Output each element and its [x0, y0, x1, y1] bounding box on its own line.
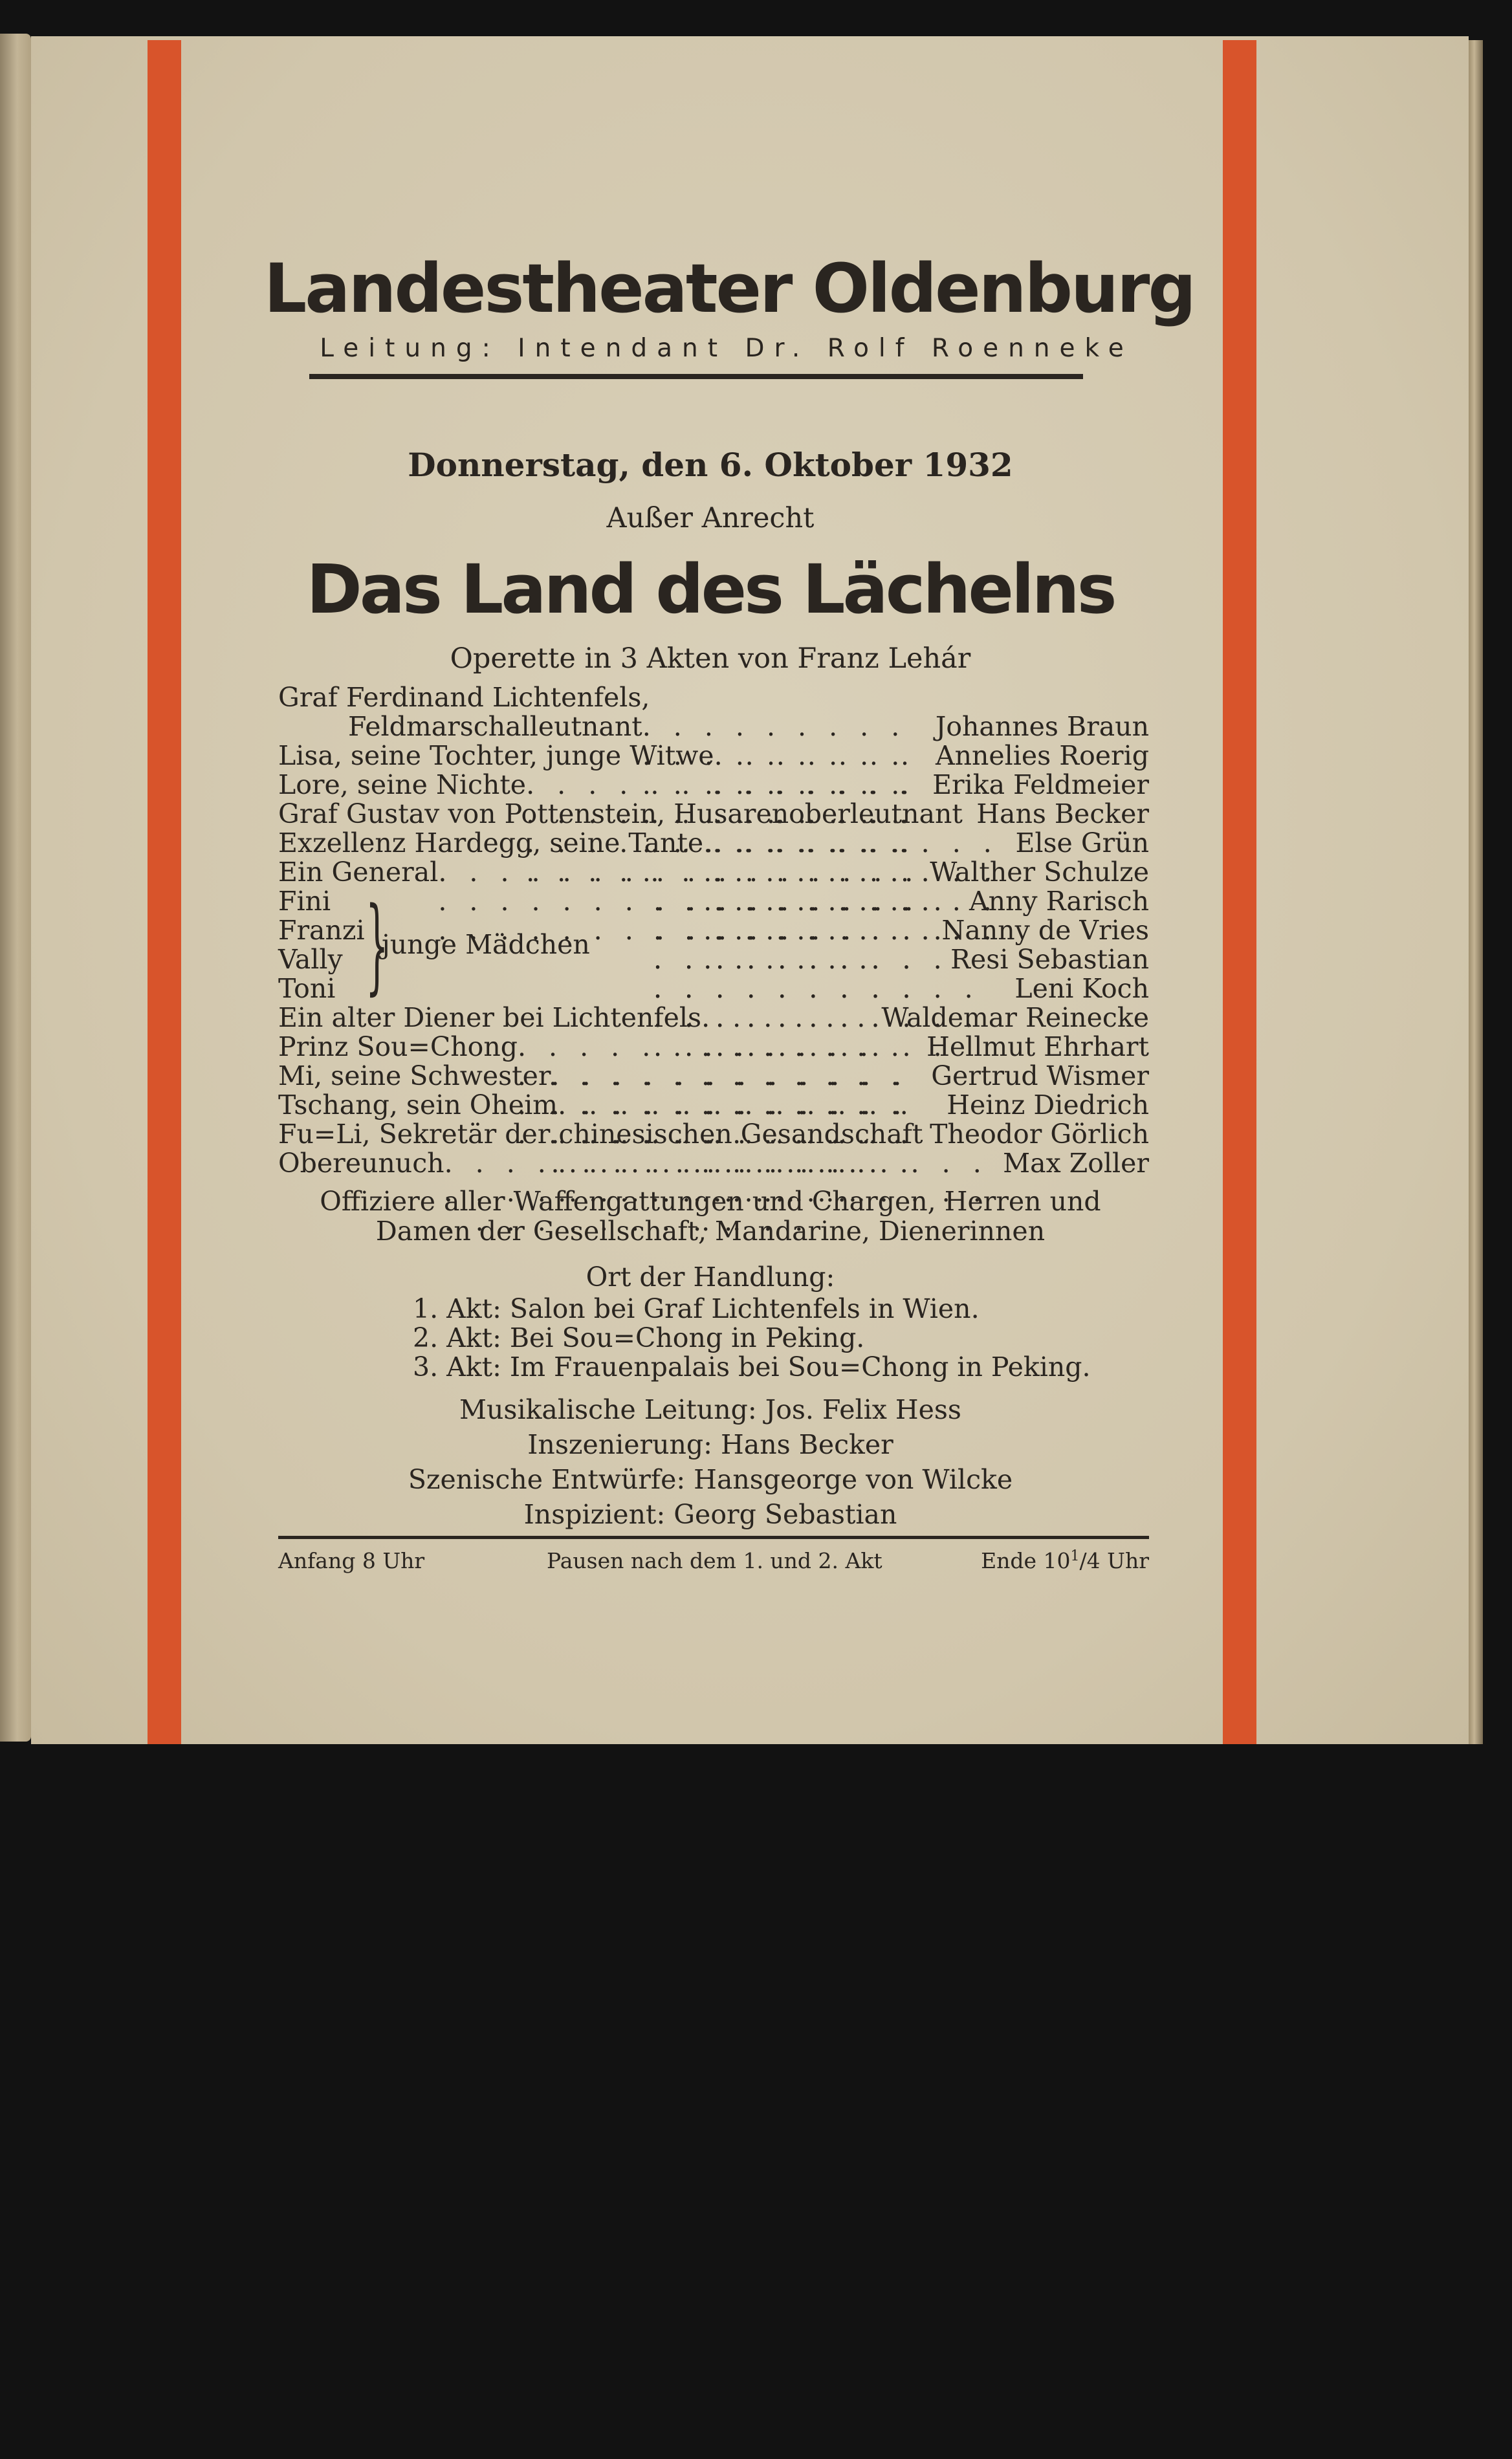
act-line: 3. Akt: Im Frauenpalais bei Sou=Chong in Peking.: [413, 1351, 1091, 1383]
cast-role: Prinz Sou=Chong: [278, 1031, 518, 1062]
cast-row: [278, 1062, 1149, 1091]
cast-actor: Theodor Görlich: [930, 1119, 1149, 1150]
play-subtitle: Operette in 3 Akten von Franz Lehár: [450, 642, 971, 675]
cast-role: Fini: [278, 886, 331, 917]
end-time-rest: /4 Uhr: [1079, 1548, 1149, 1573]
end-time: [981, 1545, 1149, 1577]
footer-rule: [278, 1536, 1149, 1539]
cast-row: [278, 683, 1149, 712]
credit-line: Inspizient: Georg Sebastian: [523, 1499, 897, 1530]
cast-row: [278, 770, 1149, 800]
subscription-note: Außer Anrecht: [606, 502, 815, 534]
credit-line: Inszenierung: Hans Becker: [527, 1429, 893, 1460]
cast-role: Vally: [278, 944, 343, 975]
cast-actor: Hellmut Ehrhart: [926, 1031, 1149, 1062]
cast-role: Obereunuch: [278, 1148, 444, 1179]
cast-actor: Annelies Roerig: [935, 740, 1149, 771]
production-credits: [225, 1392, 1196, 1532]
performance-date: Donnerstag, den 6. Oktober 1932: [408, 446, 1013, 484]
cast-role: Graf Gustav von Pottenstein, Husarenoberleutnant: [278, 798, 963, 829]
cast-role: Lore, seine Nichte: [278, 769, 527, 800]
cast-role: Tschang, sein Oheim: [278, 1089, 558, 1120]
act-line: 1. Akt: Salon bei Graf Lichtenfels in Wien.: [413, 1293, 980, 1324]
cast-actor: Waldemar Reinecke: [881, 1002, 1149, 1033]
young-girls-group: [278, 884, 1149, 1005]
group-label: junge Mädchen: [382, 929, 590, 960]
pause-info: Pausen nach dem 1. und 2. Akt: [547, 1548, 882, 1573]
credit-line: Szenische Entwürfe: Hansgeorge von Wilcke: [408, 1464, 1013, 1495]
cast-list: [278, 683, 1149, 1178]
start-time: Anfang 8 Uhr: [278, 1548, 425, 1573]
dot-leader: [653, 974, 1008, 1062]
cast-actor: Nanny de Vries: [941, 915, 1149, 946]
cast-actor: Hans Becker: [976, 798, 1149, 829]
cast-row: [278, 1149, 1149, 1178]
extras-line: Offiziere aller Waffengattungen und Chargen, Herren und: [320, 1186, 1101, 1217]
cast-role: Exzellenz Hardegg, seine Tante: [278, 827, 704, 858]
end-time-fraction-numerator: 1: [1070, 1548, 1080, 1564]
cast-actor: Heinz Diedrich: [947, 1089, 1149, 1120]
cast-actor: Max Zoller: [1003, 1148, 1149, 1179]
act-line: 2. Akt: Bei Sou=Chong in Peking.: [413, 1322, 865, 1353]
cast-actor: Else Grün: [1015, 827, 1149, 858]
play-title: Das Land des Lächelns: [306, 550, 1115, 629]
theater-name: Landestheater Oldenburg: [264, 249, 1194, 328]
cast-actor: Leni Koch: [1014, 973, 1149, 1004]
cast-role: Franzi: [278, 915, 365, 946]
cast-role: Graf Ferdinand Lichtenfels,: [278, 682, 650, 713]
cast-actor: Anny Rarisch: [969, 886, 1149, 917]
cast-row: [278, 800, 1149, 829]
end-time-prefix: Ende 10: [981, 1548, 1071, 1573]
management-line: Leitung: Intendant Dr. Rolf Roenneke: [320, 334, 1134, 363]
cast-role: Mi, seine Schwester: [278, 1060, 551, 1091]
cast-role: Lisa, seine Tochter, junge Witwe: [278, 740, 714, 771]
header-rule: [309, 374, 1083, 379]
cast-role: Ein alter Diener bei Lichtenfels: [278, 1002, 702, 1033]
facing-page-edge: [0, 34, 31, 1742]
extras-line: Damen der Gesellschaft, Mandarine, Dienerinnen: [375, 1216, 1046, 1247]
cast-row: [278, 1120, 1149, 1149]
cast-actor: Walther Schulze: [930, 857, 1149, 888]
cast-row: [278, 829, 1149, 858]
cast-row: [278, 1091, 1149, 1120]
credit-line: Musikalische Leitung: Jos. Felix Hess: [459, 1394, 961, 1425]
page-stack-edge: [1469, 40, 1483, 1744]
program-content: [31, 36, 1469, 1744]
program-page: [31, 36, 1469, 1744]
cast-role: Fu=Li, Sekretär der chinesischen Gesandschaft: [278, 1119, 923, 1150]
cast-role: Feldmarschalleutnant: [348, 711, 642, 742]
cast-role: Toni: [278, 973, 336, 1004]
acts-list: [413, 1295, 1091, 1382]
cast-row: [653, 974, 1149, 1062]
cast-actor: Resi Sebastian: [950, 944, 1149, 975]
cast-role: Ein General: [278, 857, 439, 888]
cast-actor: Erika Feldmeier: [932, 769, 1149, 800]
setting-heading: Ort der Handlung:: [586, 1262, 835, 1293]
extras-note: [225, 1186, 1196, 1246]
cast-row: [278, 858, 1149, 887]
curly-brace: }: [366, 884, 389, 1005]
cast-actor: Gertrud Wismer: [931, 1060, 1149, 1091]
cast-row: [278, 741, 1149, 770]
cast-row: [278, 712, 1149, 741]
cast-actor: Johannes Braun: [935, 711, 1149, 742]
